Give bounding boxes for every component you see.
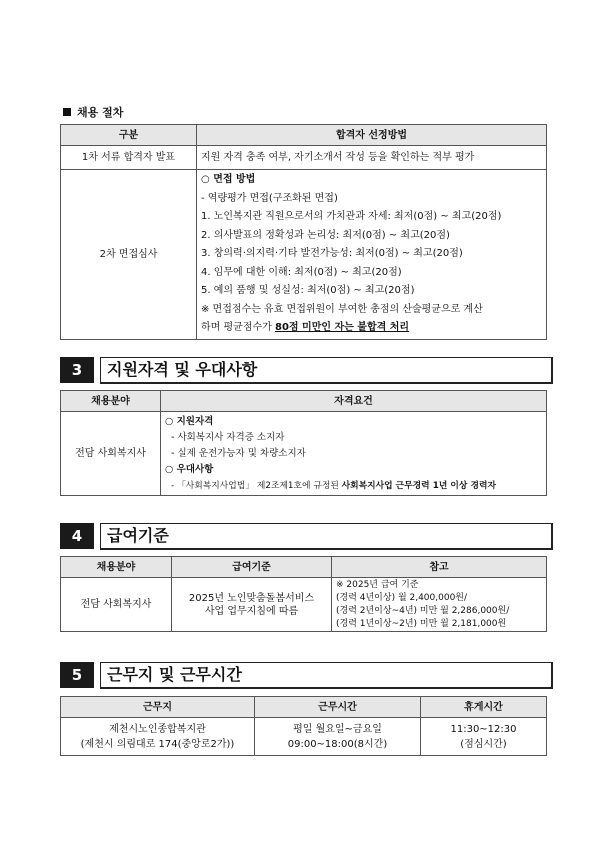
header-break: 휴게시간 [421,697,547,718]
stage-2: 2차 면접심사 [61,170,197,340]
field-cell: 전담 사회복지사 [61,578,172,632]
method-2 [197,170,547,340]
interview-line: 3. 창의력·의지력·기타 발전가능성: 최저(0점) ~ 최고(20점) [201,248,463,259]
section-title: 지원자격 및 우대사항 [100,357,553,384]
section-number: 5 [60,662,94,688]
reference-line: (경력 2년이상~4년) 미만 월 2,286,000원/ [336,605,510,616]
workplace-table [60,696,547,756]
salary-reference-cell [332,578,547,632]
header-salary: 급여기준 [172,557,332,578]
section-number: 4 [60,523,94,549]
hours-cell: 평일 월요일~금요일 09:00~18:00(8시간) [255,718,421,756]
section-3-header [60,357,546,383]
fail-criteria: 80점 미만인 자는 불합격 처리 [274,322,410,333]
procedure-title: 채용 절차 [63,104,123,120]
section-title: 급여기준 [100,523,553,550]
interview-method-heading: ○ 면접 방법 [201,174,256,185]
section-5-header [60,662,546,688]
header-workplace: 근무지 [61,697,255,718]
header-hours: 근무시간 [255,697,421,718]
reference-line: ※ 2025년 급여 기준 [336,579,419,590]
preference-heading: ○ 우대사항 [165,463,214,475]
section-title: 근무지 및 근무시간 [100,662,553,689]
qualification-item: - 실제 운전가능자 및 차량소지자 [171,447,306,459]
break-cell: 11:30~12:30 (점심시간) [421,718,547,756]
stage-1: 1차 서류 합격자 발표 [61,146,197,170]
header-method: 합격자 선정방법 [197,125,547,146]
header-reference: 참고 [332,557,547,578]
reference-line: (경력 4년이상) 월 2,400,000원/ [336,592,468,603]
qualification-item: - 사회복지사 자격증 소지자 [171,431,285,443]
section-4-header [60,523,546,549]
header-field: 채용분야 [61,391,161,412]
salary-standard-cell: 2025년 노인맞춤돌봄서비스 사업 업무지침에 따름 [172,578,332,632]
interview-line: 2. 의사발표의 정확성과 논리성: 최저(0점) ~ 최고(20점) [201,229,450,241]
interview-note-2: 하며 평균점수가 80점 미만인 자는 불합격 처리 [201,322,410,333]
reference-line: (경력 1년이상~2년) 미만 월 2,181,000원 [336,618,507,629]
square-bullet-icon [63,108,71,116]
interview-note: ※ 면접점수는 유효 면접위원이 부여한 총점의 산술평균으로 계산 [201,303,483,315]
interview-line: 1. 노인복지관 직원으로서의 가치관과 자세: 최저(0점) ~ 최고(20점) [201,211,502,222]
section-number: 3 [60,357,94,383]
method-1: 지원 자격 충족 여부, 자기소개서 작성 등을 확인하는 적부 평가 [197,146,547,170]
qualification-heading: ○ 지원자격 [165,415,214,427]
header-field: 채용분야 [61,557,172,578]
requirements-cell [161,412,547,496]
interview-line: - 역량평가 면접(구조화된 면접) [201,192,338,204]
interview-line: 5. 예의 품행 및 성실성: 최저(0점) ~ 최고(20점) [201,285,415,296]
qualification-table [60,390,547,496]
workplace-cell: 제천시노인종합복지관 (제천시 의림대로 174(중앙로2가)) [61,718,255,756]
header-stage: 구분 [61,125,197,146]
interview-line: 4. 임무에 대한 이해: 최저(0점) ~ 최고(20점) [201,266,402,278]
salary-table [60,556,547,632]
preference-item: - 「사회복지사업법」 제2조제1호에 규정된 사회복지사업 근무경력 1년 이상 경력자 [171,480,496,491]
header-requirements: 자격요건 [161,391,547,412]
field-cell: 전담 사회복지사 [61,412,161,496]
procedure-table [60,124,547,340]
